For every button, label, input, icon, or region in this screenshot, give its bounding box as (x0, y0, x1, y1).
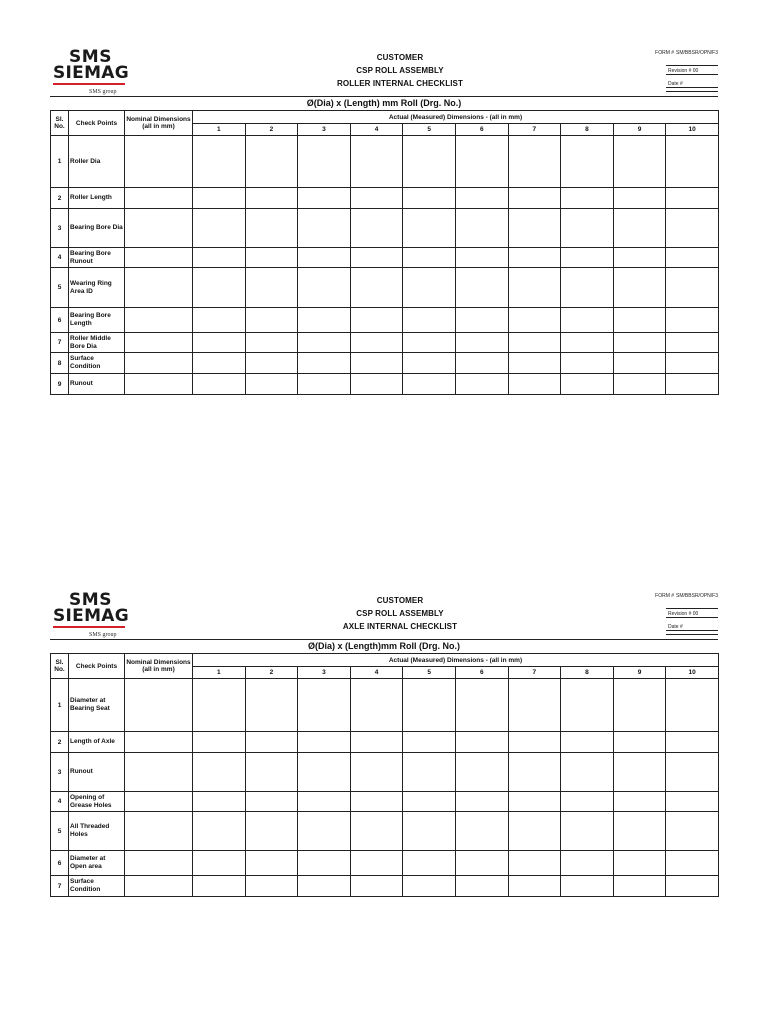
measure-cell[interactable] (193, 136, 246, 188)
measure-cell[interactable] (613, 812, 666, 851)
measure-cell[interactable] (350, 333, 403, 353)
row-label: All Threaded Holes (69, 812, 125, 851)
nominal-cell[interactable] (125, 136, 193, 188)
company-logo (53, 49, 128, 85)
row-label: Opening of Grease Holes (69, 792, 125, 812)
col-header: 8 (561, 667, 614, 679)
measure-cell[interactable] (403, 188, 456, 209)
check-points-header: Check Points (69, 654, 125, 679)
measure-cell[interactable] (298, 209, 351, 248)
title-assembly: CSP ROLL ASSEMBLY (356, 66, 444, 75)
measure-cell[interactable] (666, 136, 719, 188)
row-label: Roller Middle Bore Dia (69, 333, 125, 353)
measure-cell[interactable] (350, 876, 403, 897)
col-header: 6 (455, 667, 508, 679)
measure-cell[interactable] (508, 679, 561, 732)
measure-cell[interactable] (561, 812, 614, 851)
measure-cell[interactable] (508, 268, 561, 308)
nominal-cell[interactable] (125, 188, 193, 209)
measure-cell[interactable] (245, 353, 298, 374)
row-number: 3 (51, 209, 69, 248)
row-number: 7 (51, 333, 69, 353)
measure-cell[interactable] (613, 679, 666, 732)
measure-cell[interactable] (455, 136, 508, 188)
meta-line-bottom (666, 82, 718, 92)
measure-cell[interactable] (403, 333, 456, 353)
measure-cell[interactable] (455, 851, 508, 876)
measure-cell[interactable] (193, 248, 246, 268)
measure-cell[interactable] (350, 732, 403, 753)
measure-cell[interactable] (613, 851, 666, 876)
measure-cell[interactable] (561, 851, 614, 876)
measure-cell[interactable] (245, 753, 298, 792)
row-number: 8 (51, 353, 69, 374)
revision-field: Revision # 00 (666, 608, 718, 618)
measure-cell[interactable] (613, 188, 666, 209)
measure-cell[interactable] (298, 188, 351, 209)
row-label: Surface Condition (69, 876, 125, 897)
measure-cell[interactable] (561, 268, 614, 308)
measure-cell[interactable] (455, 333, 508, 353)
nominal-header: Nominal Dimensions (all in mm) (125, 654, 193, 679)
table-row (51, 268, 719, 308)
row-number: 5 (51, 812, 69, 851)
title-customer: CUSTOMER (376, 53, 424, 62)
measure-cell[interactable] (403, 792, 456, 812)
measure-cell[interactable] (561, 374, 614, 395)
measure-cell[interactable] (298, 792, 351, 812)
checklist-table (50, 110, 719, 395)
measure-cell[interactable] (193, 732, 246, 753)
measure-cell[interactable] (193, 333, 246, 353)
measure-cell[interactable] (666, 353, 719, 374)
logo-line-2: SIEMAG (53, 63, 130, 83)
measure-cell[interactable] (666, 268, 719, 308)
row-number: 7 (51, 876, 69, 897)
row-label: Bearing Bore Length (69, 308, 125, 333)
measure-cell[interactable] (613, 753, 666, 792)
form-header (50, 48, 718, 96)
measure-cell[interactable] (508, 792, 561, 812)
table-row (51, 333, 719, 353)
measure-cell[interactable] (561, 209, 614, 248)
table-row (51, 851, 719, 876)
measure-cell[interactable] (455, 792, 508, 812)
measure-cell[interactable] (613, 268, 666, 308)
measure-cell[interactable] (350, 374, 403, 395)
row-label: Wearing Ring Area ID (69, 268, 125, 308)
measure-cell[interactable] (455, 188, 508, 209)
table-row (51, 679, 719, 732)
measure-cell[interactable] (613, 209, 666, 248)
col-header: 7 (508, 124, 561, 136)
measure-cell[interactable] (350, 268, 403, 308)
col-header: 8 (561, 124, 614, 136)
measure-cell[interactable] (508, 374, 561, 395)
actual-header: Actual (Measured) Dimensions - (all in mm) (193, 654, 719, 667)
table-title: Ø(Dia) x (Length)mm Roll (Drg. No.) (308, 641, 460, 651)
measure-cell[interactable] (193, 876, 246, 897)
row-label: Roller Dia (69, 136, 125, 188)
measure-cell[interactable] (403, 248, 456, 268)
measure-cell[interactable] (666, 209, 719, 248)
logo-group-text: SMS group (89, 632, 117, 638)
measure-cell[interactable] (298, 374, 351, 395)
form-number-label: FORM # (655, 593, 675, 599)
measure-cell[interactable] (403, 136, 456, 188)
measure-cell[interactable] (613, 136, 666, 188)
nominal-cell[interactable] (125, 851, 193, 876)
measure-cell[interactable] (561, 308, 614, 333)
measure-cell[interactable] (350, 209, 403, 248)
logo-line-1: SMS (69, 47, 112, 67)
measure-cell[interactable] (666, 753, 719, 792)
form-number-value: SM/BBSR/OPN/F3 (676, 50, 718, 56)
title-checklist: ROLLER INTERNAL CHECKLIST (337, 79, 463, 88)
col-header: 3 (298, 124, 351, 136)
logo-group-text: SMS group (89, 89, 117, 95)
revision-field: Revision # 00 (666, 65, 718, 75)
measure-cell[interactable] (666, 732, 719, 753)
measure-cell[interactable] (561, 753, 614, 792)
nominal-cell[interactable] (125, 679, 193, 732)
row-number: 4 (51, 792, 69, 812)
nominal-cell[interactable] (125, 268, 193, 308)
measure-cell[interactable] (508, 812, 561, 851)
measure-cell[interactable] (245, 136, 298, 188)
table-row (51, 188, 719, 209)
row-label: Bearing Bore Dia (69, 209, 125, 248)
measure-cell[interactable] (298, 876, 351, 897)
table-title: Ø(Dia) x (Length) mm Roll (Drg. No.) (306, 98, 462, 108)
measure-cell[interactable] (455, 308, 508, 333)
table-row (51, 374, 719, 395)
measure-cell[interactable] (666, 812, 719, 851)
row-label: Runout (69, 753, 125, 792)
company-logo (53, 592, 128, 628)
measure-cell[interactable] (403, 679, 456, 732)
measure-cell[interactable] (298, 353, 351, 374)
measure-cell[interactable] (298, 136, 351, 188)
measure-cell[interactable] (193, 812, 246, 851)
measure-cell[interactable] (561, 732, 614, 753)
measure-cell[interactable] (245, 812, 298, 851)
table-row (51, 732, 719, 753)
table-row (51, 353, 719, 374)
measure-cell[interactable] (455, 732, 508, 753)
measure-cell[interactable] (613, 732, 666, 753)
measure-cell[interactable] (245, 732, 298, 753)
measure-cell[interactable] (561, 333, 614, 353)
measure-cell[interactable] (245, 308, 298, 333)
table-row (51, 812, 719, 851)
measure-cell[interactable] (403, 876, 456, 897)
row-label: Runout (69, 374, 125, 395)
measure-cell[interactable] (350, 136, 403, 188)
col-header: 1 (193, 124, 246, 136)
measure-cell[interactable] (666, 308, 719, 333)
measure-cell[interactable] (245, 679, 298, 732)
row-label: Surface Condition (69, 353, 125, 374)
measure-cell[interactable] (298, 851, 351, 876)
measure-cell[interactable] (403, 753, 456, 792)
measure-cell[interactable] (193, 374, 246, 395)
actual-header: Actual (Measured) Dimensions - (all in mm) (193, 111, 719, 124)
measure-cell[interactable] (245, 268, 298, 308)
measure-cell[interactable] (613, 353, 666, 374)
measure-cell[interactable] (613, 248, 666, 268)
check-points-header: Check Points (69, 111, 125, 136)
row-label: Roller Length (69, 188, 125, 209)
checklist-table (50, 653, 719, 897)
measure-cell[interactable] (403, 308, 456, 333)
measure-cell[interactable] (403, 851, 456, 876)
measure-cell[interactable] (455, 876, 508, 897)
col-header: 5 (403, 667, 456, 679)
measure-cell[interactable] (193, 188, 246, 209)
nominal-cell[interactable] (125, 308, 193, 333)
form-titles (250, 51, 550, 90)
col-header: 1 (193, 667, 246, 679)
measure-cell[interactable] (613, 333, 666, 353)
table-row (51, 209, 719, 248)
row-number: 5 (51, 268, 69, 308)
row-label: Length of Axle (69, 732, 125, 753)
measure-cell[interactable] (613, 374, 666, 395)
measure-cell[interactable] (403, 353, 456, 374)
measure-cell[interactable] (455, 812, 508, 851)
measure-cell[interactable] (455, 209, 508, 248)
measure-cell[interactable] (245, 876, 298, 897)
nominal-cell[interactable] (125, 812, 193, 851)
col-header: 2 (245, 667, 298, 679)
row-number: 1 (51, 136, 69, 188)
col-header: 4 (350, 124, 403, 136)
logo-red-bar (53, 626, 125, 628)
header-divider (50, 639, 718, 640)
row-number: 2 (51, 188, 69, 209)
table-row (51, 876, 719, 897)
measure-cell[interactable] (298, 753, 351, 792)
measure-cell[interactable] (245, 374, 298, 395)
measure-cell[interactable] (666, 851, 719, 876)
measure-cell[interactable] (193, 792, 246, 812)
nominal-cell[interactable] (125, 209, 193, 248)
meta-line-bottom (666, 625, 718, 635)
roller-checklist-form (50, 48, 718, 395)
nominal-cell[interactable] (125, 353, 193, 374)
measure-cell[interactable] (666, 792, 719, 812)
nominal-cell[interactable] (125, 374, 193, 395)
title-customer: CUSTOMER (376, 596, 424, 605)
measure-cell[interactable] (403, 374, 456, 395)
form-header (50, 591, 718, 639)
col-header: 3 (298, 667, 351, 679)
measure-cell[interactable] (350, 248, 403, 268)
measure-cell[interactable] (403, 812, 456, 851)
measure-cell[interactable] (403, 209, 456, 248)
col-header: 10 (666, 667, 719, 679)
measure-cell[interactable] (508, 209, 561, 248)
measure-cell[interactable] (508, 308, 561, 333)
col-header: 5 (403, 124, 456, 136)
measure-cell[interactable] (508, 851, 561, 876)
measure-cell[interactable] (193, 753, 246, 792)
measure-cell[interactable] (298, 679, 351, 732)
col-header: 2 (245, 124, 298, 136)
measure-cell[interactable] (298, 333, 351, 353)
col-header: 9 (613, 124, 666, 136)
measure-cell[interactable] (298, 732, 351, 753)
logo-line-2: SIEMAG (53, 606, 130, 626)
measure-cell[interactable] (193, 851, 246, 876)
measure-cell[interactable] (666, 188, 719, 209)
measure-cell[interactable] (298, 812, 351, 851)
measure-cell[interactable] (666, 374, 719, 395)
measure-cell[interactable] (508, 876, 561, 897)
date-field: Date # (666, 78, 718, 88)
measure-cell[interactable] (193, 353, 246, 374)
measure-cell[interactable] (666, 876, 719, 897)
measure-cell[interactable] (193, 209, 246, 248)
measure-cell[interactable] (666, 333, 719, 353)
measure-cell[interactable] (298, 308, 351, 333)
measure-cell[interactable] (298, 268, 351, 308)
nominal-cell[interactable] (125, 876, 193, 897)
table-row (51, 753, 719, 792)
measure-cell[interactable] (455, 353, 508, 374)
measure-cell[interactable] (245, 188, 298, 209)
nominal-cell[interactable] (125, 333, 193, 353)
measure-cell[interactable] (561, 188, 614, 209)
measure-cell[interactable] (298, 248, 351, 268)
measure-cell[interactable] (193, 679, 246, 732)
table-row (51, 308, 719, 333)
row-number: 9 (51, 374, 69, 395)
title-checklist: AXLE INTERNAL CHECKLIST (342, 622, 458, 631)
date-field: Date # (666, 621, 718, 631)
col-header: 6 (455, 124, 508, 136)
measure-cell[interactable] (613, 308, 666, 333)
nominal-cell[interactable] (125, 792, 193, 812)
measure-cell[interactable] (508, 136, 561, 188)
measure-cell[interactable] (561, 876, 614, 897)
measure-cell[interactable] (350, 812, 403, 851)
measure-cell[interactable] (245, 209, 298, 248)
measure-cell[interactable] (455, 374, 508, 395)
measure-cell[interactable] (350, 188, 403, 209)
axle-checklist-form (50, 591, 718, 897)
nominal-cell[interactable] (125, 248, 193, 268)
logo-line-1: SMS (69, 590, 112, 610)
form-number-label: FORM # (655, 50, 675, 56)
nominal-header: Nominal Dimensions (all in mm) (125, 111, 193, 136)
measure-cell[interactable] (350, 308, 403, 333)
row-number: 4 (51, 248, 69, 268)
measure-cell[interactable] (350, 851, 403, 876)
measure-cell[interactable] (455, 753, 508, 792)
nominal-cell[interactable] (125, 732, 193, 753)
measure-cell[interactable] (666, 248, 719, 268)
measure-cell[interactable] (350, 753, 403, 792)
measure-cell[interactable] (561, 353, 614, 374)
measure-cell[interactable] (455, 268, 508, 308)
sl-no-header: Sl. No. (51, 654, 69, 679)
measure-cell[interactable] (455, 679, 508, 732)
measure-cell[interactable] (403, 732, 456, 753)
sl-no-header: Sl. No. (51, 111, 69, 136)
measure-cell[interactable] (508, 333, 561, 353)
measure-cell[interactable] (508, 732, 561, 753)
measure-cell[interactable] (666, 679, 719, 732)
row-label: Diameter at Open area (69, 851, 125, 876)
col-header: 9 (613, 667, 666, 679)
measure-cell[interactable] (561, 136, 614, 188)
col-header: 10 (666, 124, 719, 136)
row-number: 1 (51, 679, 69, 732)
measure-cell[interactable] (350, 679, 403, 732)
row-number: 6 (51, 308, 69, 333)
measure-cell[interactable] (508, 188, 561, 209)
row-label: Diameter at Bearing Seat (69, 679, 125, 732)
measure-cell[interactable] (245, 248, 298, 268)
table-row (51, 248, 719, 268)
col-header: 7 (508, 667, 561, 679)
measure-cell[interactable] (193, 308, 246, 333)
table-row (51, 136, 719, 188)
col-header: 4 (350, 667, 403, 679)
measure-cell[interactable] (561, 792, 614, 812)
form-number-value: SM/BBSR/OPN/F3 (676, 593, 718, 599)
form-titles (250, 594, 550, 633)
measure-cell[interactable] (508, 353, 561, 374)
measure-cell[interactable] (245, 851, 298, 876)
measure-cell[interactable] (193, 268, 246, 308)
measure-cell[interactable] (245, 792, 298, 812)
measure-cell[interactable] (561, 679, 614, 732)
row-label: Bearing Bore Runout (69, 248, 125, 268)
measure-cell[interactable] (561, 248, 614, 268)
header-divider (50, 96, 718, 97)
measure-cell[interactable] (455, 248, 508, 268)
logo-red-bar (53, 83, 125, 85)
row-number: 2 (51, 732, 69, 753)
table-row (51, 792, 719, 812)
measure-cell[interactable] (613, 792, 666, 812)
row-number: 6 (51, 851, 69, 876)
measure-cell[interactable] (403, 268, 456, 308)
measure-cell[interactable] (508, 248, 561, 268)
title-assembly: CSP ROLL ASSEMBLY (356, 609, 444, 618)
row-number: 3 (51, 753, 69, 792)
measure-cell[interactable] (350, 792, 403, 812)
measure-cell[interactable] (245, 333, 298, 353)
measure-cell[interactable] (350, 353, 403, 374)
measure-cell[interactable] (613, 876, 666, 897)
nominal-cell[interactable] (125, 753, 193, 792)
measure-cell[interactable] (508, 753, 561, 792)
